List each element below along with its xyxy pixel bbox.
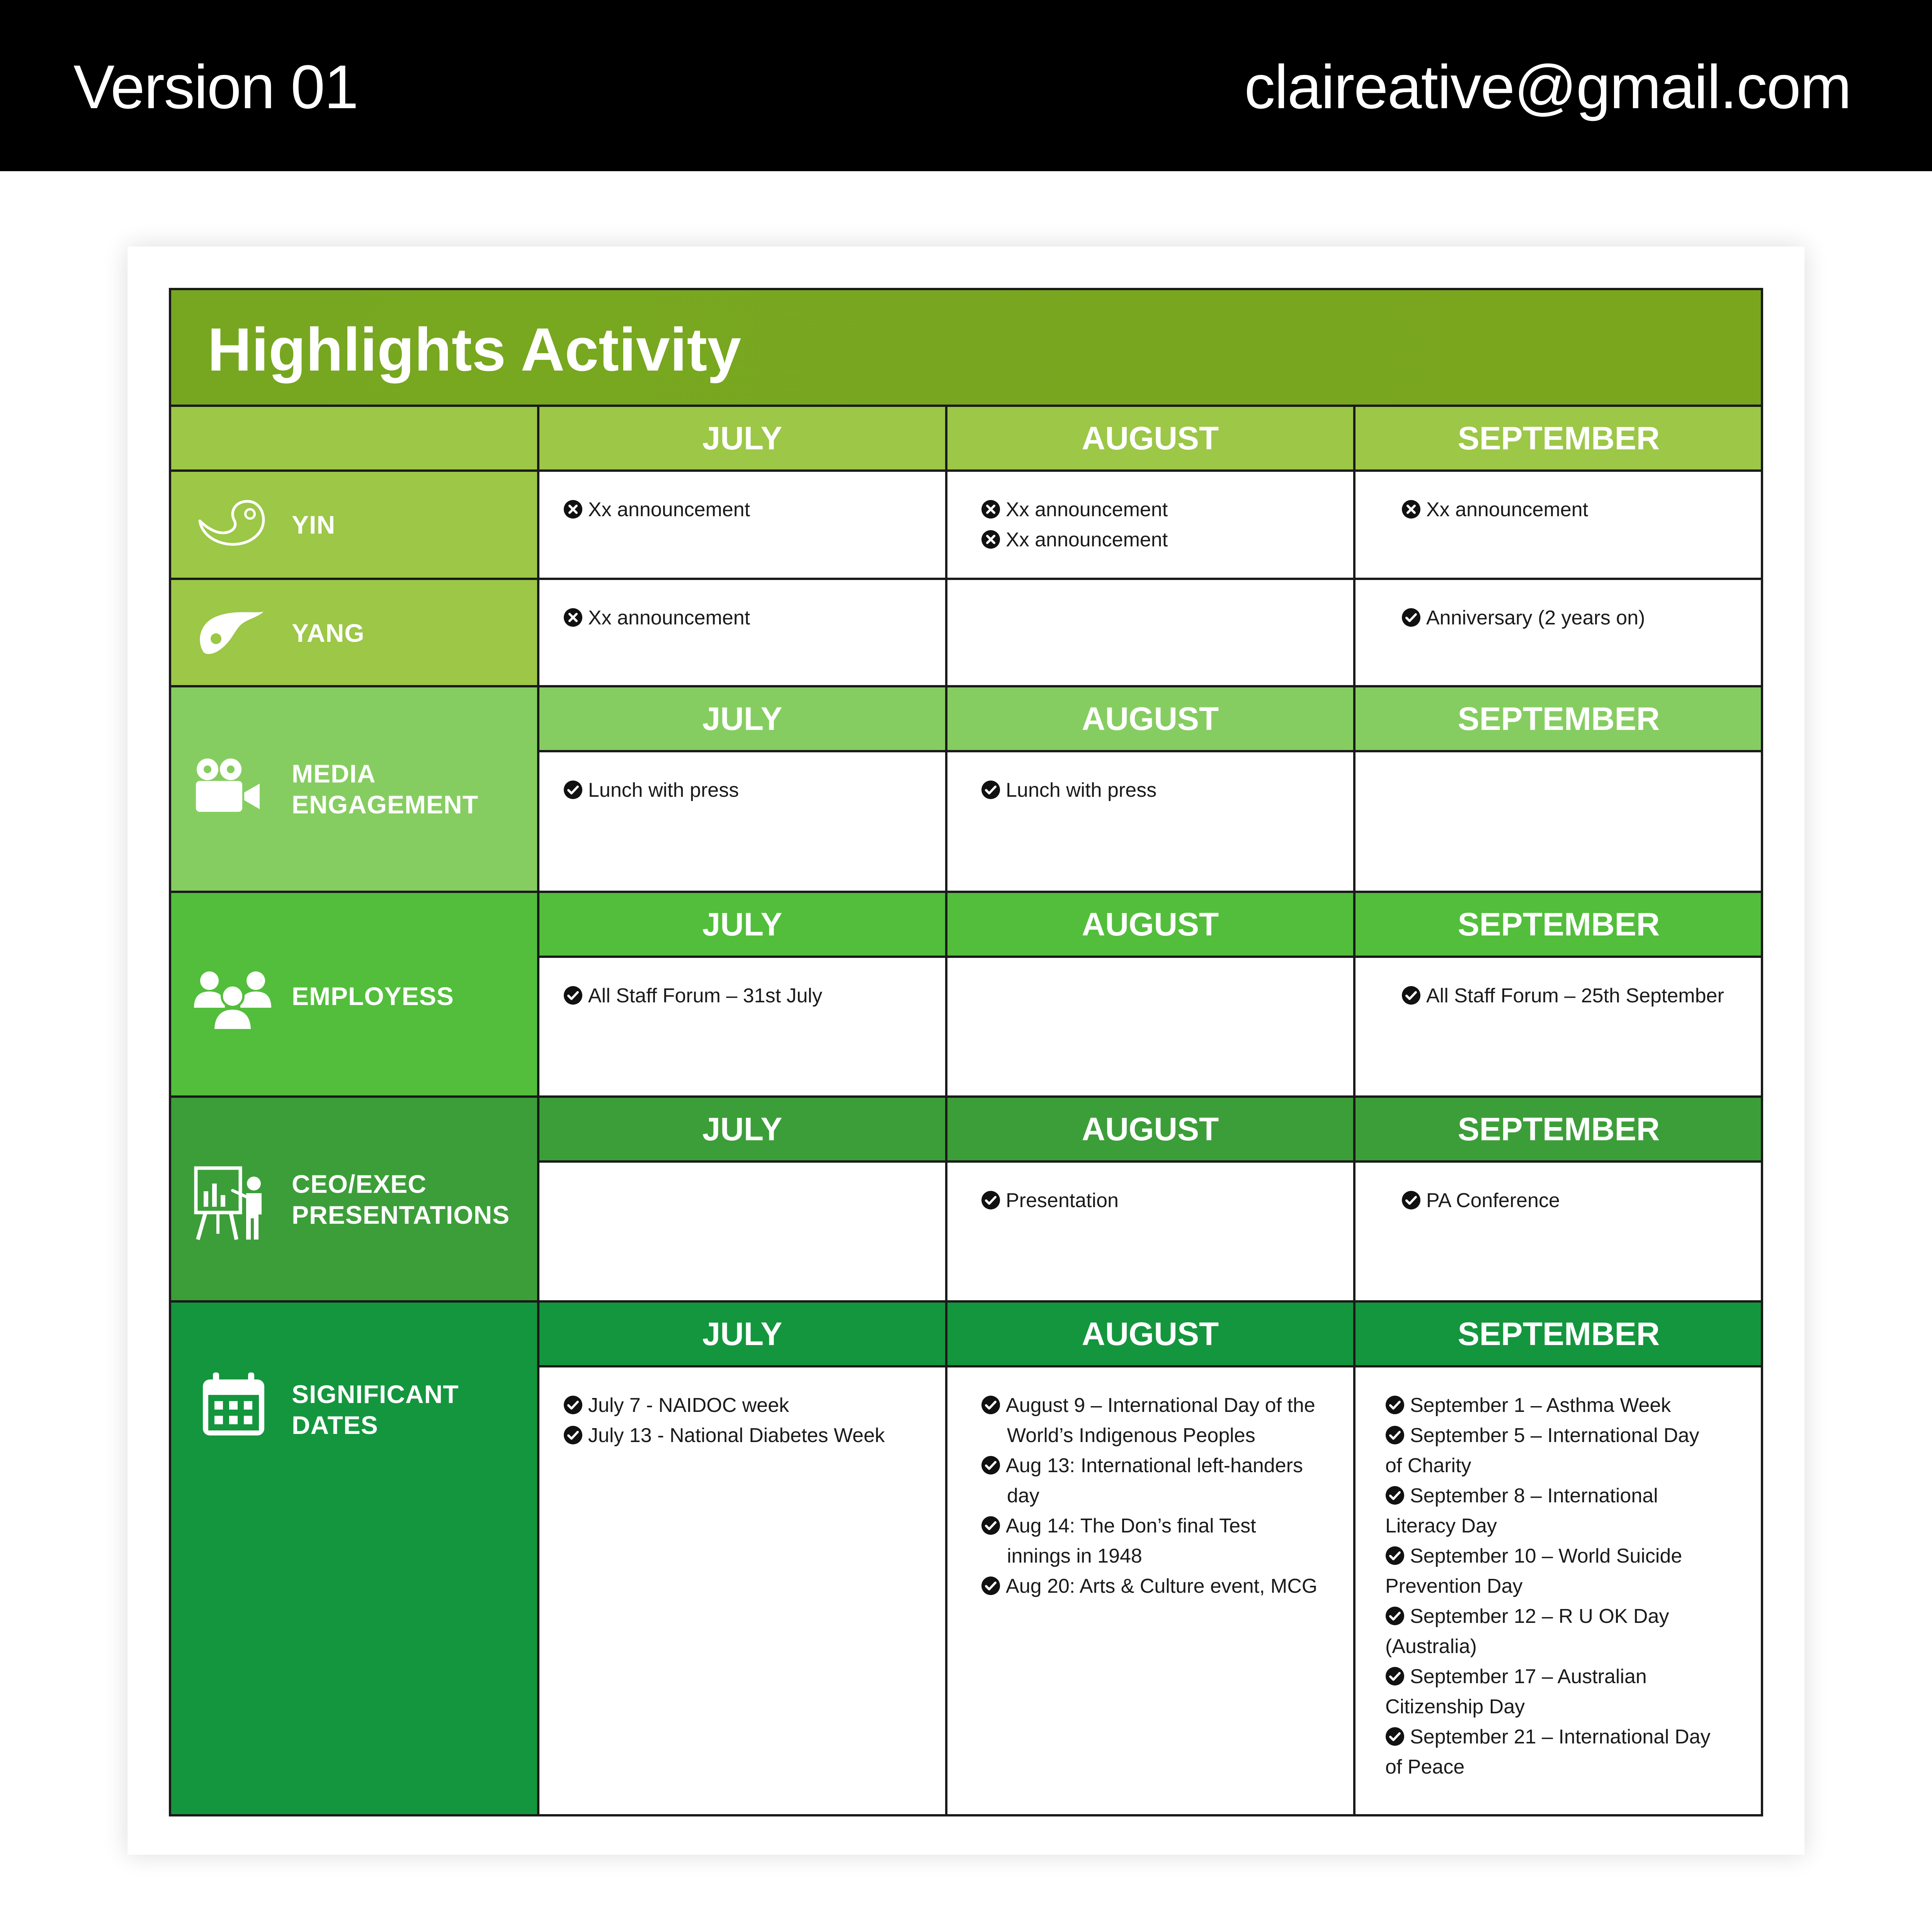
check-icon [1385, 1486, 1405, 1505]
check-icon [563, 1425, 583, 1445]
list-item: Anniversary (2 years on) [1401, 603, 1645, 633]
list-item: All Staff Forum – 31st July [563, 981, 822, 1011]
cell-yin-september [1354, 471, 1763, 579]
x-mark-icon [563, 500, 583, 519]
check-icon [981, 1576, 1000, 1595]
list-item: Xx announcement [563, 603, 750, 633]
video-camera-icon [192, 756, 262, 818]
grid-line [538, 750, 1763, 752]
row-header-yang [169, 579, 538, 686]
x-mark-icon [563, 608, 583, 627]
grid-line [169, 405, 1763, 407]
month-header-august: AUGUST [946, 686, 1354, 751]
list-item: September 12 – R U OK Day [1385, 1601, 1669, 1631]
list-item-continued: of Charity [1385, 1454, 1471, 1477]
version-label: Version 01 [73, 52, 358, 121]
cell-ceo-july [538, 1162, 946, 1301]
month-header-september: SEPTEMBER [1354, 1097, 1763, 1162]
grid-line [169, 891, 1763, 893]
presentation-icon [192, 1164, 269, 1242]
grid-line [945, 406, 947, 1816]
cell-ceo-september [1354, 1162, 1763, 1301]
grid-line [169, 1300, 1763, 1303]
list-item-continued: Prevention Day [1385, 1575, 1523, 1597]
check-icon [981, 1190, 1000, 1210]
check-icon [1385, 1395, 1405, 1415]
month-header-august: AUGUST [946, 1301, 1354, 1366]
month-header-july: JULY [538, 1097, 946, 1162]
list-item: September 8 – International [1385, 1481, 1658, 1511]
row-label-ceo-2: PRESENTATIONS [292, 1201, 510, 1229]
row-label-employees: EMPLOYESS [292, 982, 454, 1010]
check-icon [1385, 1425, 1405, 1445]
check-icon [563, 1395, 583, 1415]
row-header-employees [169, 892, 538, 1097]
grid-line [538, 956, 1763, 958]
list-item-continued: Citizenship Day [1385, 1696, 1525, 1718]
cell-employees-september [1354, 957, 1763, 1097]
list-item: Xx announcement [981, 495, 1168, 525]
check-icon [1401, 986, 1421, 1005]
check-icon [1385, 1667, 1405, 1686]
check-icon [981, 1395, 1000, 1415]
month-header-july: JULY [538, 892, 946, 957]
cell-yang-august [946, 579, 1354, 686]
check-icon [1401, 1190, 1421, 1210]
grid-line [169, 469, 1763, 472]
check-icon [981, 780, 1000, 799]
list-item-continued: day [1007, 1485, 1039, 1507]
row-header-yin [169, 471, 538, 579]
cell-yang-september [1354, 579, 1763, 686]
cell-dates-august [946, 1366, 1354, 1816]
table-title: Highlights Activity [207, 316, 742, 384]
row-header-ceo [169, 1097, 538, 1301]
cell-yin-august [946, 471, 1354, 579]
month-header-september: SEPTEMBER [1354, 686, 1763, 751]
grid-line [538, 1365, 1763, 1367]
list-item: Presentation [981, 1185, 1119, 1216]
month-header-september: SEPTEMBER [1354, 892, 1763, 957]
row-header-media [169, 686, 538, 892]
x-mark-icon [1401, 500, 1421, 519]
list-item: Xx announcement [1401, 495, 1588, 525]
cell-dates-july [538, 1366, 946, 1816]
grid-line [1353, 406, 1355, 1816]
check-icon [981, 1456, 1000, 1475]
row-label-media-1: MEDIA [292, 759, 376, 788]
grid-line [538, 1160, 1763, 1163]
row-label-ceo-1: CEO/EXEC [292, 1170, 427, 1198]
calendar-icon [200, 1371, 267, 1439]
check-icon [563, 780, 583, 799]
list-item: Aug 20: Arts & Culture event, MCG [981, 1571, 1317, 1601]
list-item-continued: of Peace [1385, 1756, 1465, 1778]
month-header-august: AUGUST [946, 1097, 1354, 1162]
grid-line [169, 1095, 1763, 1098]
cell-dates-september [1354, 1366, 1763, 1816]
list-item: July 13 - National Diabetes Week [563, 1420, 885, 1451]
list-item: September 21 – International Day [1385, 1722, 1711, 1752]
list-item: PA Conference [1401, 1185, 1560, 1216]
list-item: All Staff Forum – 25th September [1401, 981, 1724, 1011]
month-header-july: JULY [538, 1301, 946, 1366]
month-header-september: SEPTEMBER [1354, 406, 1763, 471]
month-header-july: JULY [538, 686, 946, 751]
yang-icon [192, 602, 269, 664]
row-label-dates-2: DATES [292, 1411, 378, 1439]
cell-yin-july [538, 471, 946, 579]
check-icon [1385, 1727, 1405, 1746]
list-item: August 9 – International Day of the [981, 1390, 1315, 1420]
row-header-dates [169, 1301, 538, 1816]
list-item: Lunch with press [563, 775, 739, 805]
check-icon [1385, 1546, 1405, 1565]
list-item: Lunch with press [981, 775, 1156, 805]
list-item: September 17 – Australian [1385, 1662, 1647, 1692]
list-item-continued: (Australia) [1385, 1635, 1477, 1658]
list-item: Aug 14: The Don’s final Test [981, 1511, 1256, 1541]
yin-icon [192, 494, 269, 556]
month-header-september: SEPTEMBER [1354, 1301, 1763, 1366]
cell-employees-august [946, 957, 1354, 1097]
month-header-august: AUGUST [946, 406, 1354, 471]
list-item: September 5 – International Day [1385, 1420, 1699, 1451]
list-item: Xx announcement [981, 525, 1168, 555]
list-item: July 7 - NAIDOC week [563, 1390, 789, 1420]
grid-line [169, 578, 1763, 580]
list-item: September 10 – World Suicide [1385, 1541, 1682, 1571]
list-item: Xx announcement [563, 495, 750, 525]
cell-ceo-august [946, 1162, 1354, 1301]
row-label-yang: YANG [292, 619, 365, 647]
cell-media-september [1354, 751, 1763, 892]
top-bar [0, 0, 1932, 171]
cell-media-july [538, 751, 946, 892]
people-icon [192, 969, 273, 1031]
row-label-media-2: ENGAGEMENT [292, 790, 479, 819]
cell-yang-july [538, 579, 946, 686]
x-mark-icon [981, 530, 1000, 549]
check-icon [563, 986, 583, 1005]
month-header-august: AUGUST [946, 892, 1354, 957]
email-label: claireative@gmail.com [1244, 52, 1851, 121]
x-mark-icon [981, 500, 1000, 519]
cell-employees-july [538, 957, 946, 1097]
grid-line [537, 406, 539, 1816]
check-icon [1401, 608, 1421, 627]
list-item: September 1 – Asthma Week [1385, 1390, 1671, 1420]
list-item: Aug 13: International left-handers [981, 1451, 1303, 1481]
cell-media-august [946, 751, 1354, 892]
check-icon [1385, 1606, 1405, 1626]
month-header-blank [169, 406, 538, 471]
grid-line [169, 685, 1763, 687]
list-item-continued: innings in 1948 [1007, 1545, 1142, 1567]
check-icon [981, 1516, 1000, 1535]
row-label-dates-1: SIGNIFICANT [292, 1380, 459, 1408]
list-item-continued: Literacy Day [1385, 1515, 1497, 1537]
month-header-july: JULY [538, 406, 946, 471]
table-title-bar [169, 288, 1763, 406]
list-item-continued: World’s Indigenous Peoples [1007, 1424, 1255, 1447]
row-label-yin: YIN [292, 510, 336, 539]
